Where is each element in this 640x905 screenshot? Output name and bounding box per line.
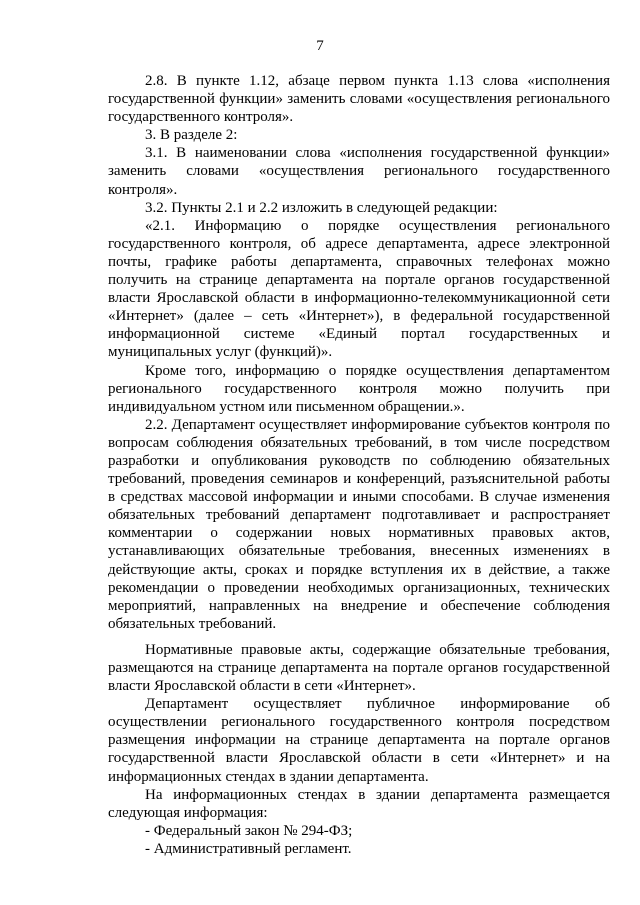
list-item-federal-law: - Федеральный закон № 294-ФЗ; [145,822,353,839]
paragraph-additionally: Кроме того, информацию о порядке осуществления департаментом регионального государственного контроля можно получить при индивидуальном устном или письменном обращении.». [108,362,610,415]
document-body [108,72,610,858]
page-number: 7 [316,38,324,54]
paragraph-public-informing: Департамент осуществляет публичное информирование об осуществлении регионального государственного контроля посредством размещения информации на странице департамента на портале органов государственной власти Ярославской области в сети «Интернет» и на информационных стендах в здании департамента. [108,696,610,785]
paragraph-info-stands: На информационных стендах в здании департамента размещается следующая информация: [108,786,610,821]
paragraph-2-8: 2.8. В пункте 1.12, абзаце первом пункта 1.13 слова «исполнения государственной функции» заменить словами «осуществления регионального государственного контроля». [108,73,610,126]
paragraph-normative-acts: Нормативные правовые акты, содержащие обязательные требования, размещаются на странице департамента на портале органов государственной власти Ярославской области в сети «Интернет». [108,641,610,695]
paragraph-2-2: 2.2. Департамент осуществляет информирование субъектов контроля по вопросам соблюдения обязательных требований, в том числе посредством разработки и опубликования руководств по соблюдению обязательных требований, проведения семинаров и конференций, разъяснительной работы в средствах массовой информации и иными способами. В случае изменения обязательных требований департамент подготавливает и распространяет комментарии о содержании новых нормативных правовых актов, устанавливающих обязательные требования, внесенных изменениях в действующие акты, сроках и порядке вступления их в действие, а также рекомендации о проведении необходимых организационных, технических мероприятий, направленных на внедрение и обеспечение соблюдения обязательных требований. [108,416,610,632]
paragraph-section-3: 3. В разделе 2: [145,127,238,144]
paragraph-2-1-quote: «2.1. Информацию о порядке осуществления регионального государственного контроля, об адресе департамента, адресе электронной почты, графике работы департамента, справочных телефонах можно получить на странице департамента на портале органов государственной власти Ярославской области в информационно-телекоммуникационной сети «Интернет» (далее – сеть «Интернет»), в федеральной государственной информационной системе «Единый портал государственных и муниципальных услуг (функций)». [108,217,610,361]
paragraph-3-1: 3.1. В наименовании слова «исполнения государственной функции» заменить словами «осуществления регионального государственного контроля». [108,145,610,198]
paragraph-3-2: 3.2. Пункты 2.1 и 2.2 изложить в следующей редакции: [145,199,498,216]
list-item-admin-regulation: - Административный регламент. [145,840,352,857]
